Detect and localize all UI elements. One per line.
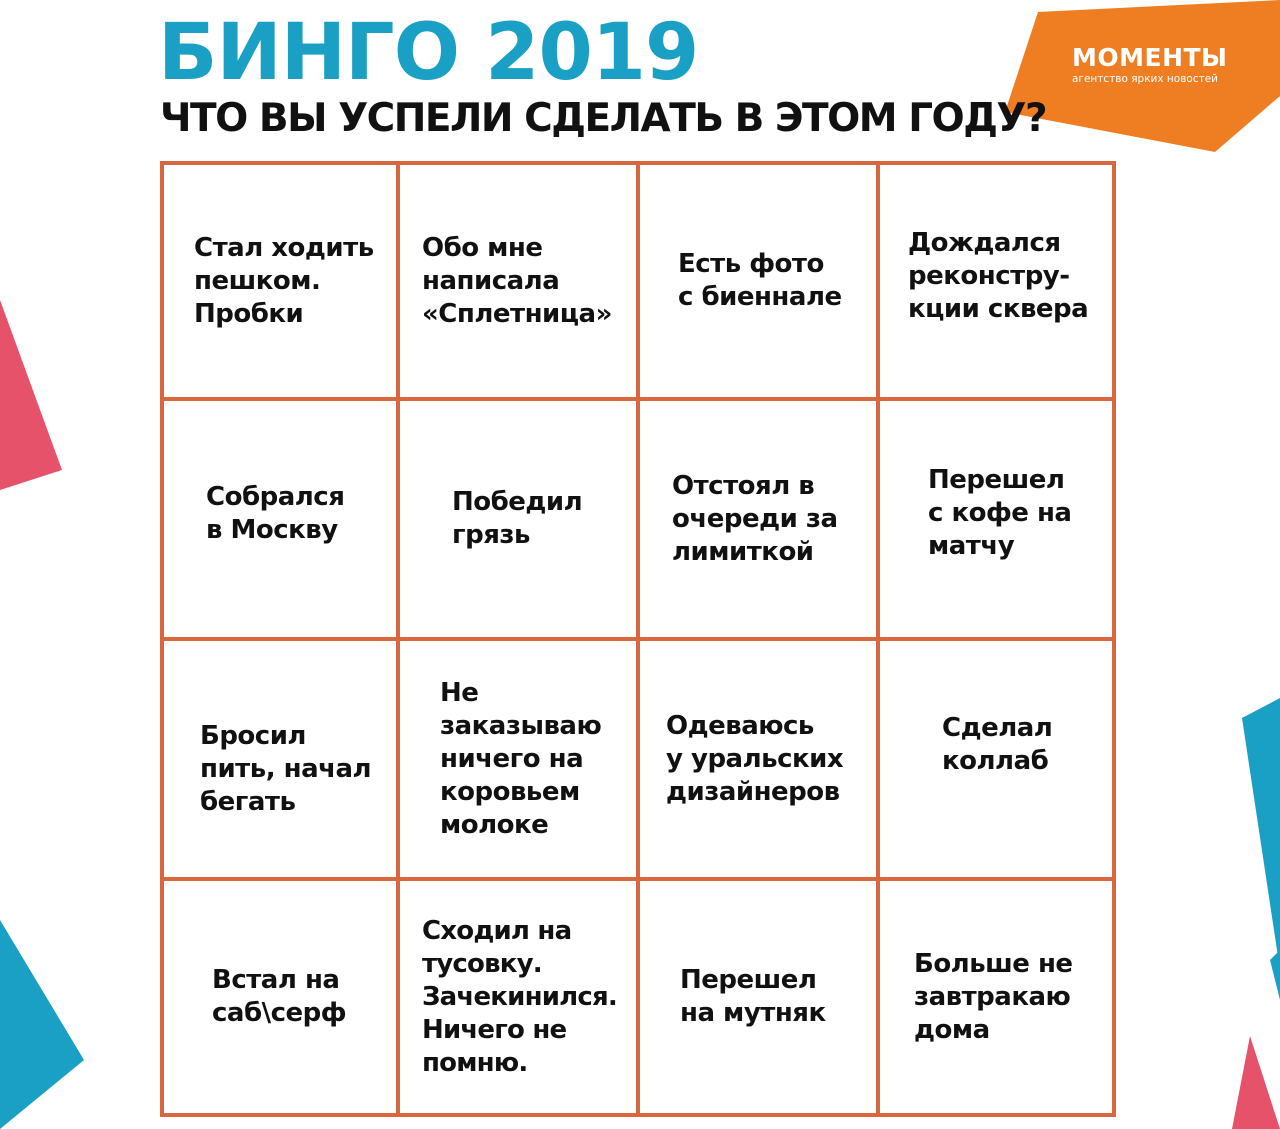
bingo-cell-text: Отстоял в очереди за лимиткой [672,470,838,567]
bingo-cell[interactable] [878,163,1114,399]
bingo-cell[interactable] [162,163,398,399]
bingo-cell[interactable] [878,639,1114,879]
page-subtitle: ЧТО ВЫ УСПЕЛИ СДЕЛАТЬ В ЭТОМ ГОДУ? [160,96,1047,141]
bingo-cell[interactable] [878,879,1114,1115]
bingo-cell-text: Победил грязь [452,487,583,550]
logo-tagline: агентство ярких новостей [1072,73,1219,85]
bingo-cell[interactable] [398,163,638,399]
bingo-cell-text: Стал ходить пешком. Пробки [194,232,374,329]
bingo-cell-text: Перешел на мутняк [680,965,826,1028]
bingo-cell-text: Встал на саб\серф [212,965,347,1028]
bingo-cell[interactable] [638,879,878,1115]
bingo-cell[interactable] [162,639,398,879]
bingo-cell-text: Собрался в Москву [206,482,345,545]
blue-sliver-right [1270,950,1280,1000]
blue-triangle-right [1242,698,1280,970]
blue-triangle-left [0,920,84,1129]
logo-name: МОМЕНТЫ [1072,43,1228,72]
bingo-cell[interactable] [162,879,398,1115]
page-title: БИНГО 2019 [158,8,699,98]
bingo-cell-text: Бросил пить, начал бегать [200,720,372,817]
bingo-grid [160,161,1116,1117]
bingo-cell-text: Дождался реконстру- кции сквера [908,227,1089,324]
bingo-cell-text: Есть фото с биеннале [678,249,842,312]
bingo-cell-text: Обо мне написала «Сплетница» [422,232,612,329]
brand-logo [1072,44,1227,85]
pink-triangle-right [1232,1036,1280,1129]
bingo-cell-text: Больше не завтракаю дома [914,948,1073,1045]
pink-triangle-left [0,300,62,490]
bingo-cell[interactable] [638,399,878,639]
bingo-cell-text: Не заказываю ничего на коровьем молоке [440,677,602,840]
bingo-cell-text: Перешел с кофе на матчу [928,464,1072,561]
bingo-cell[interactable] [398,399,638,639]
bingo-cell-text: Сходил на тусовку. Зачекинился. Ничего не помню. [422,915,617,1078]
bingo-cell-text: Одеваюсь у уральских дизайнеров [666,710,844,807]
bingo-cell[interactable] [398,879,638,1115]
bingo-cell[interactable] [638,639,878,879]
bingo-cell[interactable] [162,399,398,639]
bingo-cell[interactable] [398,639,638,879]
bingo-cell-text: Сделал коллаб [942,713,1053,776]
bingo-cell[interactable] [878,399,1114,639]
bingo-cell[interactable] [638,163,878,399]
